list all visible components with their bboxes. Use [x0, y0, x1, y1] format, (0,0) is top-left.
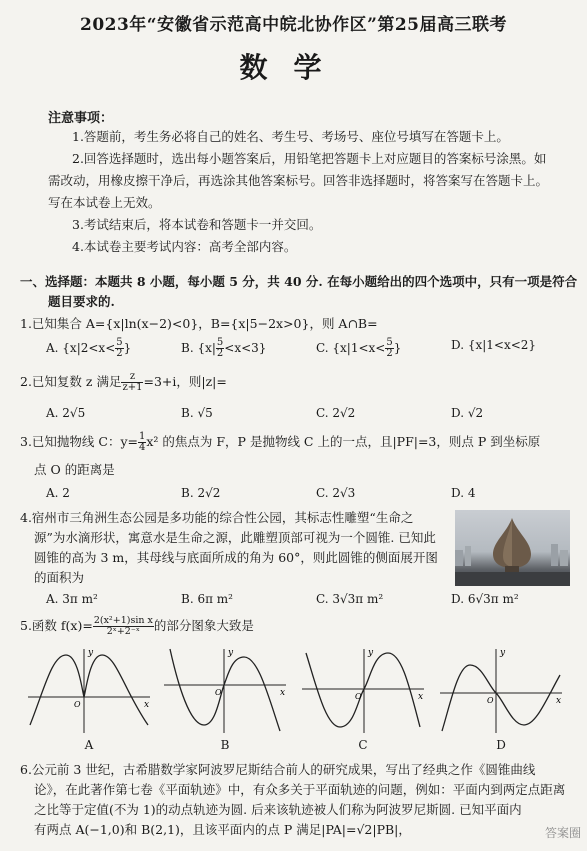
axis-x-label: x: [144, 700, 150, 710]
option-d: D. 4: [451, 486, 476, 500]
watermark: 答案圈: [544, 826, 581, 840]
option-d: D. √2: [451, 406, 484, 420]
axis-x-label: x: [280, 688, 286, 698]
notice-item: 2.回答选择题时，选出每小题答案后，用铅笔把答题卡上对应题目的答案标号涂黑。如需改动，用橡皮擦干净后，再选涂其他答案标号。回答非选择题时，将答案写在答题卡上。写在本试卷上无效。: [48, 151, 549, 210]
question-4-options: [46, 592, 566, 606]
origin-label: O: [487, 696, 494, 705]
question-3-stem: 3.已知抛物线 C：y= $\frac{1}{4}$ x² 的焦点为 F，P 是抛物线 C 上的一点，且|PF|=3，则点 P 到坐标原: [20, 431, 541, 453]
notice-item: 3.考试结束后，将本试卷和答题卡一并交回。: [72, 217, 322, 232]
graph-d: [436, 645, 566, 735]
option-b: B. √5: [181, 406, 213, 420]
axis-y-label: y: [88, 648, 94, 658]
question-2-stem: 2.已知复数 z 满足 $\frac{z}{z+1}$ =3+i，则|z|=: [20, 371, 227, 393]
notice-list: [48, 126, 548, 258]
notice-item: 1.答题前，考生务必将自己的姓名、考生号、考场号、座位号填写在答题卡上。: [72, 129, 509, 144]
subject-title: 数学: [239, 51, 348, 84]
section-header: [20, 272, 580, 312]
section-line: 一、选择题：本题共 8 小题，每小题 5 分，共 40 分. 在每小题给出的四个选项中，只有一项是符合: [20, 274, 578, 289]
graph-label-a: A: [84, 738, 94, 752]
exam-title: 2023年“安徽省示范高中皖北协作区”第25届高三联考: [79, 15, 508, 35]
question-3-options: [46, 486, 566, 500]
option-a: A. 3π m²: [46, 592, 98, 606]
question-2-options: [46, 406, 566, 420]
origin-label: O: [355, 692, 362, 701]
question-1-stem: 1.已知集合 A={x|ln(x−2)<0}，B={x|5−2x>0}，则 A∩B=: [20, 316, 378, 331]
graph-c: [298, 645, 428, 735]
option-d: D. {x|1<x<2}: [451, 338, 537, 352]
curve-path: [306, 653, 420, 727]
question-1-options: [46, 338, 566, 359]
graph-b: [160, 645, 290, 735]
origin-label: O: [215, 688, 222, 697]
axis-y-label: y: [368, 648, 374, 658]
option-a: A. 2√5: [46, 406, 86, 420]
question-4-stem: 4.宿州市三角洲生态公园是多功能的综合性公园，其标志性雕塑“生命之 源”为水滴形状，寓意水是生命之源，此雕塑顶部可视为一个圆锥. 已知此 圆锥的高为 3 m，其母线与底面所成的角为 60°，则此圆锥的侧面展开图 的面积为: [20, 510, 438, 585]
option-c: C. 3√3π m²: [316, 592, 384, 606]
notice-heading: 注意事项：: [48, 111, 114, 126]
option-c: C. {x|1<x< $\frac{5}{2}$ }: [316, 337, 402, 359]
option-a: A. {x|2<x< $\frac{5}{2}$ }: [46, 337, 132, 359]
curve-path: [170, 649, 280, 731]
option-d: D. 6√3π m²: [451, 592, 519, 606]
section-line: 题目要求的.: [48, 294, 115, 309]
graph-label-c: C: [358, 738, 368, 752]
curve-path: [442, 665, 560, 731]
sculpture-photo: [455, 510, 570, 586]
axis-x-label: x: [418, 692, 424, 702]
option-b: B. 2√2: [181, 486, 221, 500]
graph-a: [24, 645, 154, 735]
option-c: C. 2√3: [316, 486, 356, 500]
option-c: C. 2√2: [316, 406, 356, 420]
question-5-stem: 5.函数 f(x)= $\frac{\text{2(x²+1)sin x}}{\text{2ˣ+2⁻ˣ}}$ 的部分图象大致是: [20, 615, 254, 637]
option-a: A. 2: [46, 486, 70, 500]
axis-x-label: x: [556, 696, 562, 706]
origin-label: O: [74, 700, 81, 709]
notice-item: 4.本试卷主要考试内容：高考全部内容。: [72, 239, 297, 254]
graph-label-d: D: [496, 738, 506, 752]
axis-y-label: y: [500, 648, 506, 658]
axis-y-label: y: [228, 648, 234, 658]
option-b: B. {x| $\frac{5}{2}$ <x<3}: [181, 337, 267, 359]
question-6-stem: 6.公元前 3 世纪，古希腊数学家阿波罗尼斯结合前人的研究成果，写出了经典之作《圆锥曲线 论》，在此著作第七卷《平面轨迹》中，有众多关于平面轨迹的问题，例如：平面内到两定点距离 之比等于定值(不为 1)的动点轨迹为圆. 后来该轨迹被人们称为阿波罗尼斯圆. 已知平面内 有两点 A(−1,0)和 B(2,1)，且该平面内的点 P 满足|PA|=√2|PB|，: [20, 762, 566, 837]
option-b: B. 6π m²: [181, 592, 233, 606]
question-3-stem-cont: 点 O 的距离是: [34, 462, 115, 477]
graph-label-b: B: [220, 738, 230, 752]
curve-path: [30, 655, 148, 725]
